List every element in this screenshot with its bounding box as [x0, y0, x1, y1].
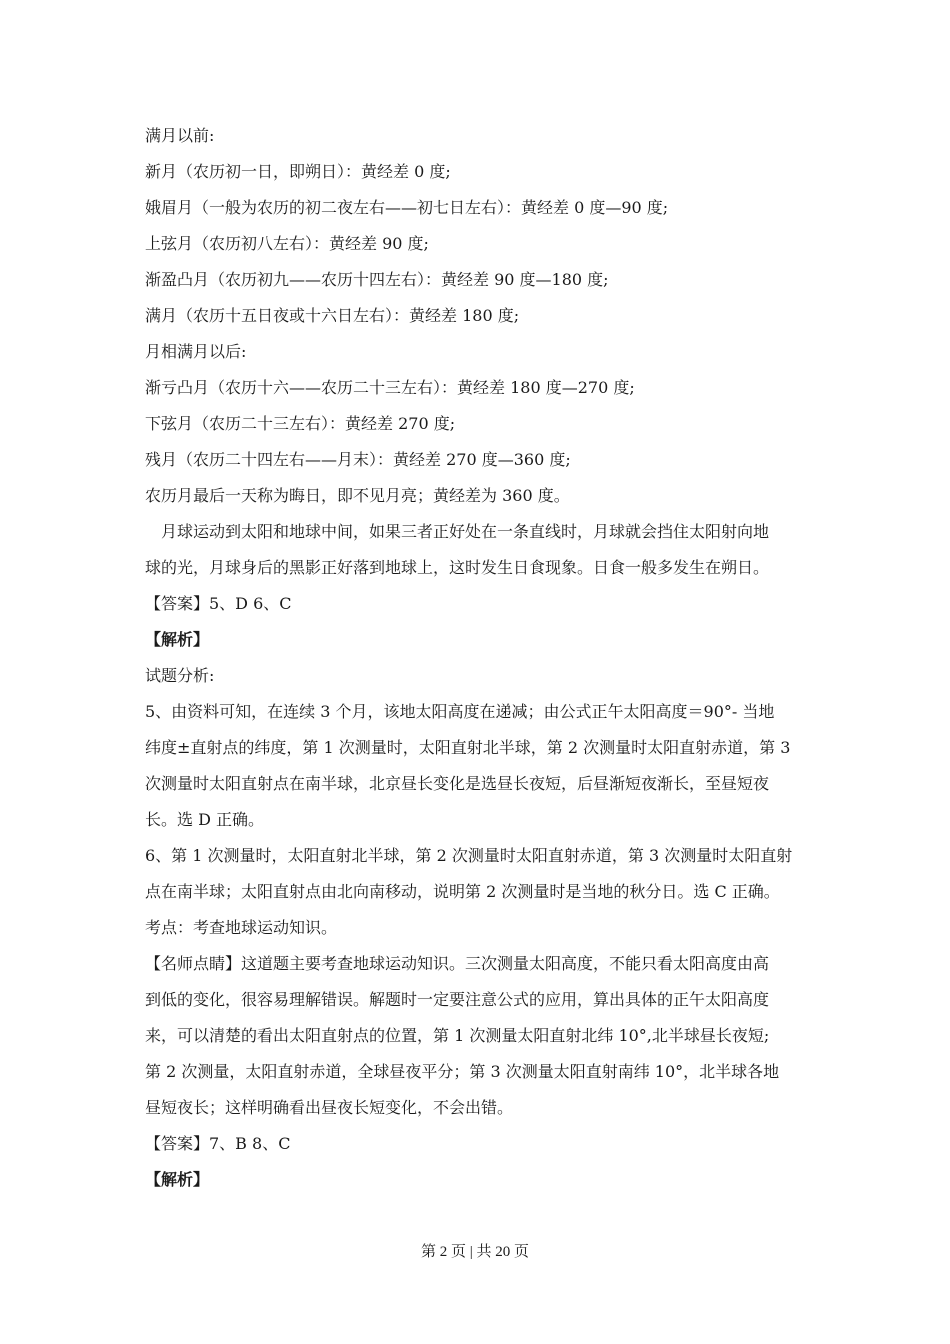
analysis-heading: 【解析】	[145, 1170, 210, 1189]
text-line: 月相满月以后:	[145, 342, 247, 361]
text-line: 满月以前:	[145, 126, 215, 145]
text-line: 渐盈凸月（农历初九——农历十四左右）：黄经差 90 度—180 度;	[145, 270, 609, 289]
paragraph-line: 月球运动到太阳和地球中间，如果三者正好处在一条直线时，月球就会挡住太阳射向地	[161, 522, 770, 541]
text-line: 残月（农历二十四左右——月末）：黄经差 270 度—360 度;	[145, 450, 571, 469]
text-line: 试题分析:	[145, 666, 215, 685]
analysis-heading: 【解析】	[145, 630, 210, 649]
paragraph-line: 5、由资料可知，在连续 3 个月，该地太阳高度在递减；由公式正午太阳高度＝90°- 当地	[145, 702, 775, 721]
paragraph-line: 第 2 次测量，太阳直射赤道，全球昼夜平分；第 3 次测量太阳直射南纬 10°，北半球各地	[145, 1062, 780, 1081]
paragraph-line: 6、第 1 次测量时，太阳直射北半球，第 2 次测量时太阳直射赤道，第 3 次测量时太阳直射	[145, 846, 793, 865]
paragraph-line: 球的光，月球身后的黑影正好落到地球上，这时发生日食现象。日食一般多发生在朔日。	[145, 558, 770, 577]
paragraph-line: 次测量时太阳直射点在南半球，北京昼长变化是选昼长夜短，后昼渐短夜渐长，至昼短夜	[145, 774, 770, 793]
paragraph-line: 到低的变化，很容易理解错误。解题时一定要注意公式的应用，算出具体的正午太阳高度	[145, 990, 770, 1009]
answer-line: 【答案】5、D 6、C	[145, 594, 292, 613]
paragraph-line: 纬度±直射点的纬度，第 1 次测量时，太阳直射北半球，第 2 次测量时太阳直射赤道，第 3	[145, 738, 791, 757]
text-line: 渐亏凸月（农历十六——农历二十三左右）：黄经差 180 度—270 度;	[145, 378, 635, 397]
paragraph-line: 点在南半球；太阳直射点由北向南移动，说明第 2 次测量时是当地的秋分日。选 C 正确。	[145, 882, 780, 901]
text-line: 考点：考查地球运动知识。	[145, 918, 338, 937]
text-line: 新月（农历初一日，即朔日）：黄经差 0 度;	[145, 162, 451, 181]
text-line: 娥眉月（一般为农历的初二夜左右——初七日左右）：黄经差 0 度—90 度;	[145, 198, 669, 217]
page-footer: 第 2 页 | 共 20 页	[420, 1244, 529, 1260]
text-line: 农历月最后一天称为晦日，即不见月亮；黄经差为 360 度。	[145, 486, 570, 505]
paragraph-line: 长。选 D 正确。	[145, 810, 265, 829]
text-line: 上弦月（农历初八左右）：黄经差 90 度;	[145, 234, 429, 253]
paragraph-line: 来，可以清楚的看出太阳直射点的位置，第 1 次测量太阳直射北纬 10°,北半球昼长夜短;	[145, 1026, 770, 1045]
paragraph-line: 昼短夜长；这样明确看出昼夜长短变化，不会出错。	[145, 1098, 514, 1117]
page-content	[145, 118, 810, 1198]
text-line: 满月（农历十五日夜或十六日左右）：黄经差 180 度;	[145, 306, 520, 325]
text-line: 下弦月（农历二十三左右）：黄经差 270 度;	[145, 414, 456, 433]
paragraph-line: 【名师点睛】这道题主要考查地球运动知识。三次测量太阳高度，不能只看太阳高度由高	[145, 954, 770, 973]
answer-line: 【答案】7、B 8、C	[145, 1134, 291, 1153]
